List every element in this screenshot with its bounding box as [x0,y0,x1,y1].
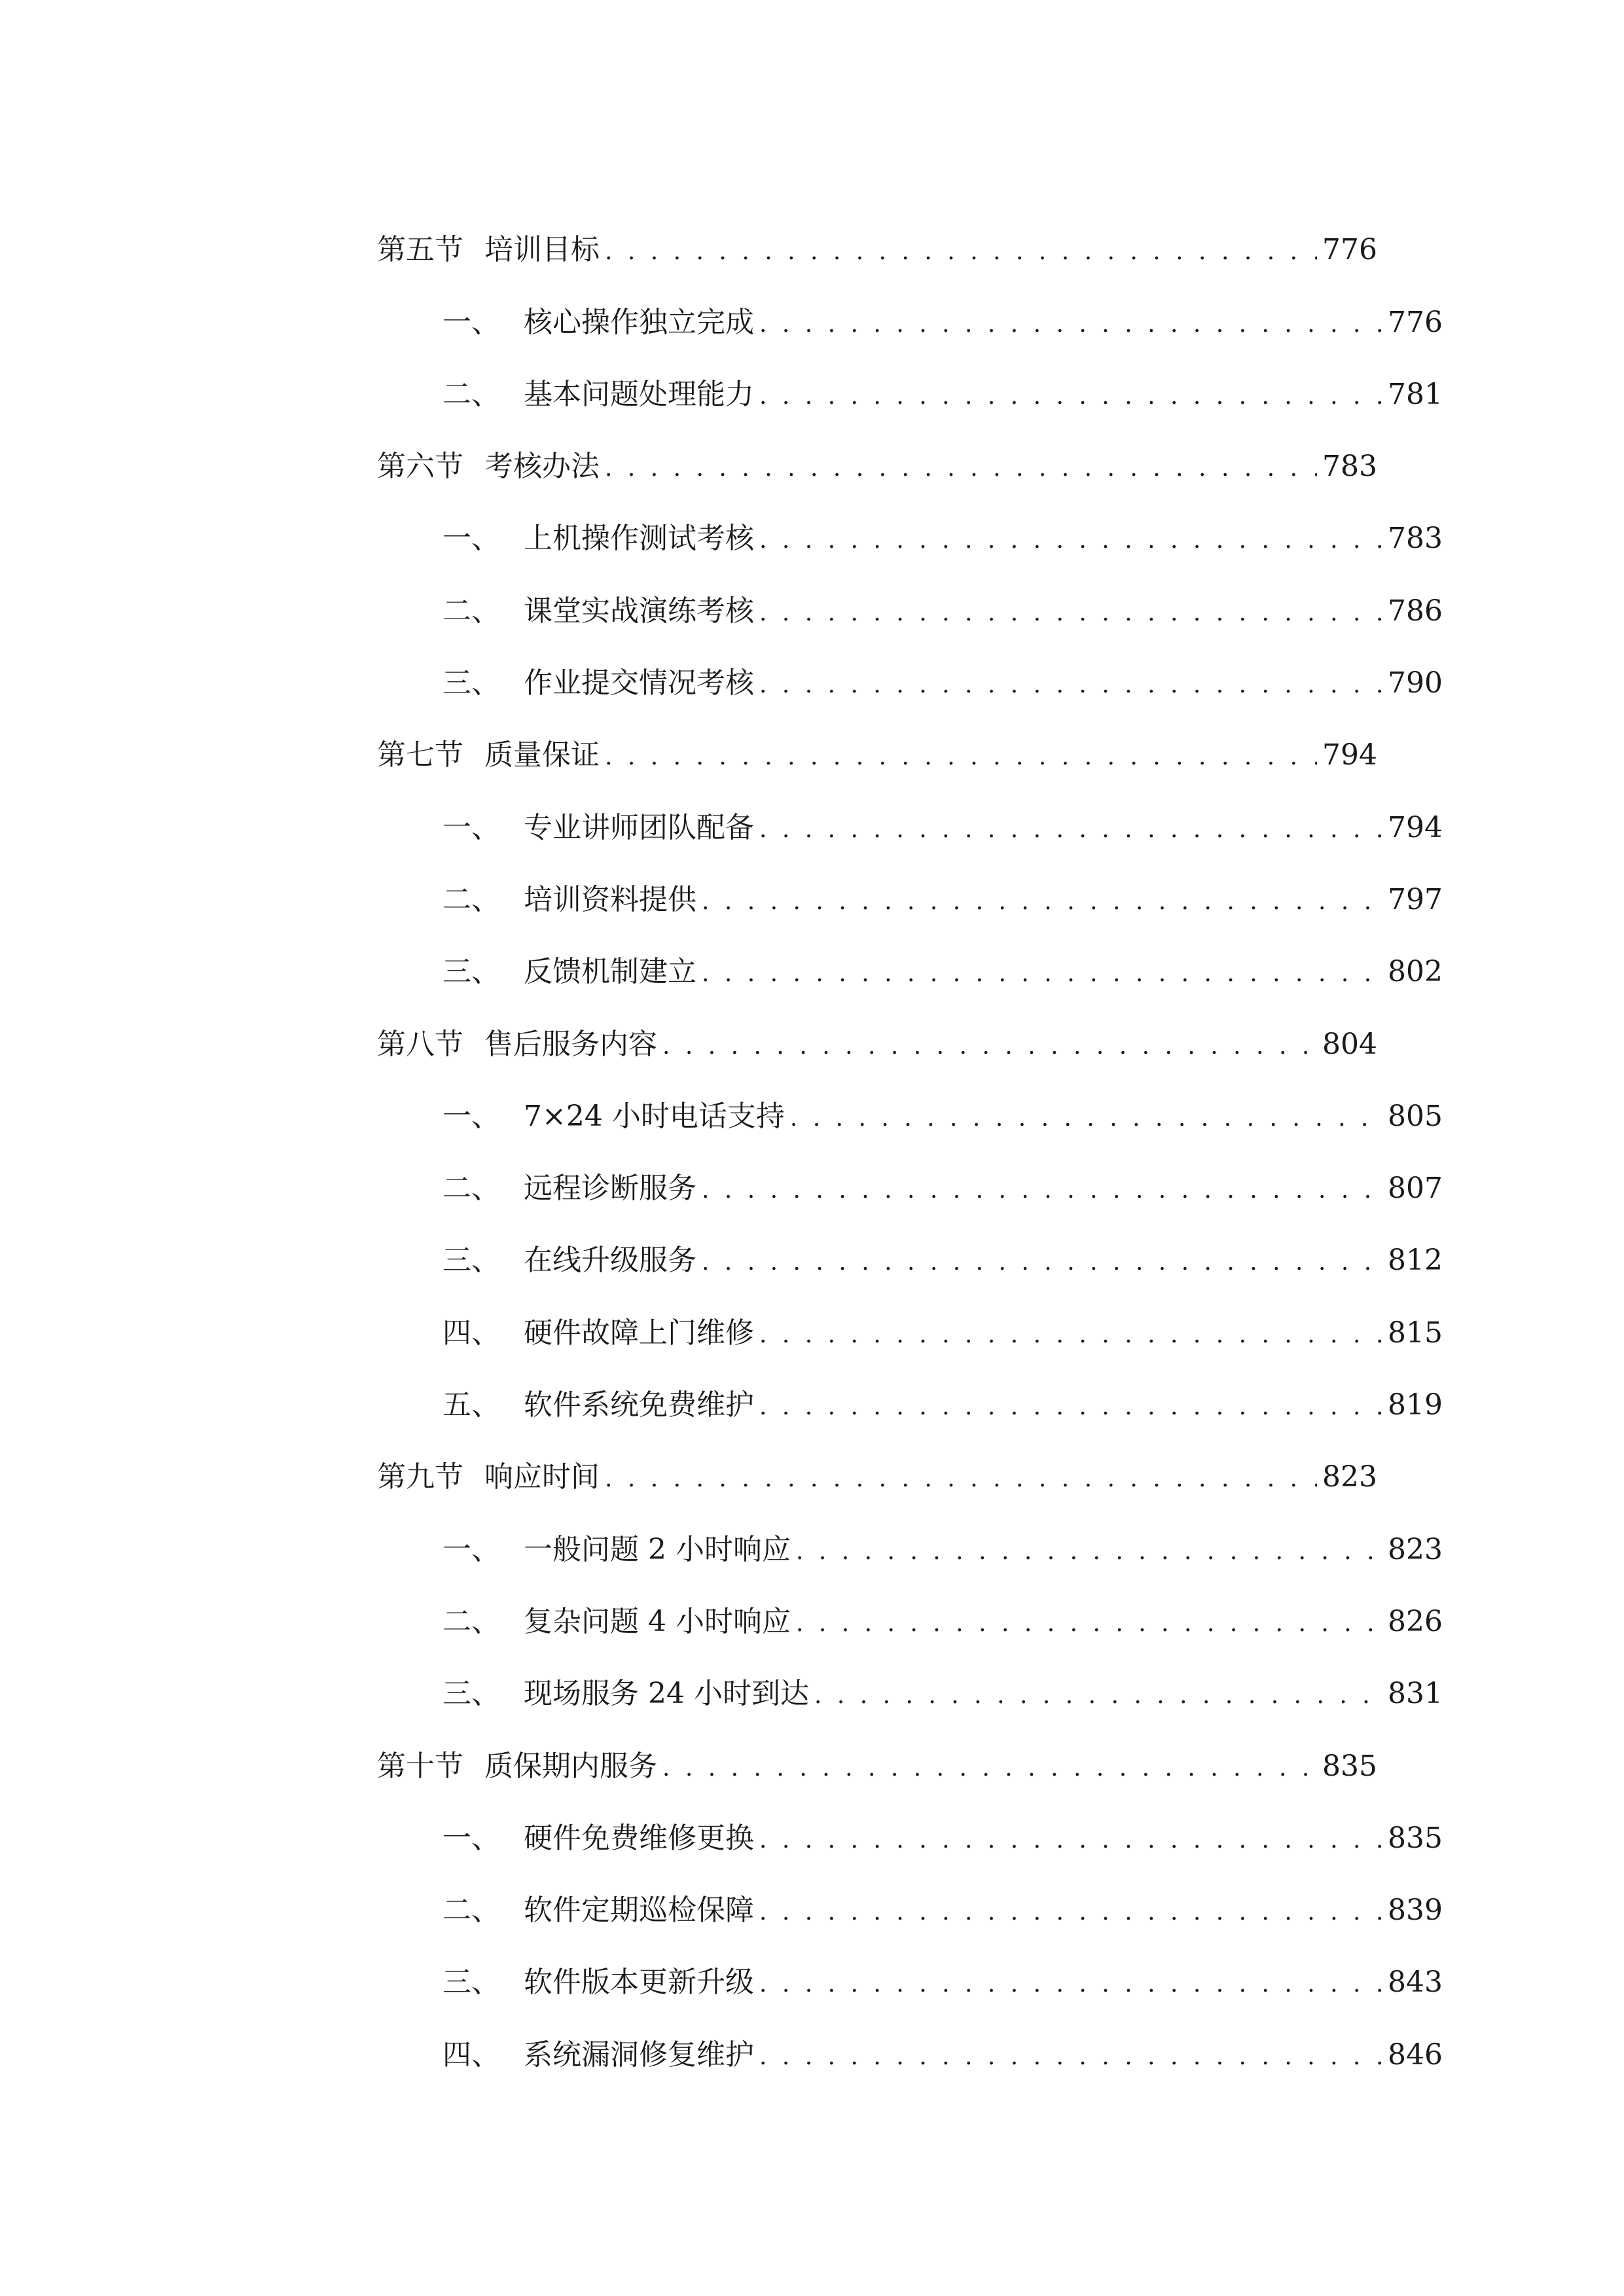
toc-leader-dots [605,745,1317,769]
toc-entry-page: 783 [1388,522,1443,556]
toc-entry-title: 系统漏洞修复维护 [524,2037,754,2072]
toc-leader-dots [702,962,1382,986]
toc-entry-number: 一、 [442,305,500,339]
toc-entry-number: 三、 [442,1965,500,2000]
toc-entry-page: 846 [1388,2037,1443,2072]
toc-entry-page: 812 [1388,1244,1443,1278]
toc-entry[interactable] [377,1430,1377,1502]
toc-entry-number: 三、 [442,1244,500,1278]
toc-entry[interactable] [377,997,1377,1069]
toc-entry-number: 三、 [442,666,500,700]
toc-entry-title: 反馈机制建立 [524,955,696,989]
toc-entry-title: 培训资料提供 [524,882,696,916]
toc-entry[interactable] [377,1069,1443,1141]
toc-entry[interactable] [377,1863,1443,1935]
toc-entry-number: 一、 [442,522,500,556]
toc-entry[interactable] [377,275,1443,347]
toc-entry-page: 794 [1322,738,1377,772]
toc-entry[interactable] [377,1935,1443,2007]
toc-entry-number: 三、 [442,1677,500,1711]
toc-entry-number: 第六节 [377,450,463,484]
toc-entry-page: 819 [1388,1388,1443,1422]
toc-entry-page: 835 [1388,1821,1443,1855]
toc-leader-dots [759,601,1382,625]
toc-entry[interactable] [377,1502,1443,1574]
toc-entry-title: 在线升级服务 [524,1244,696,1278]
toc-leader-dots [796,1612,1382,1636]
toc-entry-title: 软件系统免费维护 [524,1388,754,1422]
toc-entry-page: 790 [1388,666,1443,700]
toc-entry-title: 课堂实战演练考核 [524,594,754,628]
toc-entry-page: 823 [1388,1532,1443,1566]
toc-entry-number: 三、 [442,955,500,989]
toc-entry-page: 786 [1388,594,1443,628]
toc-leader-dots [759,385,1382,408]
toc-leader-dots [759,1829,1382,1852]
toc-entry-title: 考核办法 [484,450,600,484]
toc-entry[interactable] [377,203,1377,275]
toc-entry-number: 一、 [442,1532,500,1566]
toc-entry-title: 上机操作测试考核 [524,522,754,556]
toc-entry-title: 响应时间 [484,1460,600,1494]
toc-leader-dots [759,313,1382,336]
toc-entry[interactable] [377,1647,1443,1719]
toc-entry[interactable] [377,925,1443,997]
toc-entry-number: 二、 [442,594,500,628]
toc-entry-number: 二、 [442,1893,500,1928]
toc-entry-title: 质量保证 [484,738,600,772]
toc-entry[interactable] [377,2007,1443,2079]
toc-entry-number: 第五节 [377,233,463,267]
toc-entry-page: 776 [1322,233,1377,267]
toc-entry-number: 四、 [442,2037,500,2072]
toc-leader-dots [759,673,1382,697]
toc-entry[interactable] [377,1213,1443,1285]
toc-entry[interactable] [377,348,1443,420]
toc-entry-title: 现场服务 24 小时到达 [524,1677,809,1711]
table-of-contents [377,203,1443,2080]
toc-leader-dots [814,1684,1382,1708]
toc-entry-page: 783 [1322,450,1377,484]
toc-entry[interactable] [377,1141,1443,1213]
toc-entry-number: 第八节 [377,1027,463,1061]
toc-entry[interactable] [377,564,1443,636]
toc-entry-page: 826 [1388,1604,1443,1638]
toc-entry-page: 805 [1388,1099,1443,1133]
toc-entry-title: 软件定期巡检保障 [524,1893,754,1928]
toc-entry-title: 远程诊断服务 [524,1172,696,1206]
toc-entry-number: 二、 [442,377,500,411]
toc-entry[interactable] [377,1791,1443,1863]
toc-leader-dots [662,1035,1317,1058]
toc-entry-number: 第十节 [377,1749,463,1783]
toc-entry-page: 843 [1388,1965,1443,2000]
toc-entry-title: 基本问题处理能力 [524,377,754,411]
toc-entry-title: 作业提交情况考核 [524,666,754,700]
toc-leader-dots [759,1395,1382,1419]
toc-leader-dots [702,1251,1382,1274]
toc-entry-number: 一、 [442,810,500,844]
toc-entry-title: 7×24 小时电话支持 [524,1099,785,1133]
toc-leader-dots [605,1467,1317,1491]
toc-leader-dots [662,1757,1317,1780]
toc-entry-page: 839 [1388,1893,1443,1928]
toc-entry-title: 培训目标 [484,233,600,267]
toc-entry-title: 核心操作独立完成 [524,305,754,339]
toc-entry[interactable] [377,1575,1443,1647]
toc-entry-number: 五、 [442,1388,500,1422]
toc-entry-page: 807 [1388,1172,1443,1206]
toc-entry-number: 第九节 [377,1460,463,1494]
toc-leader-dots [759,1901,1382,1924]
toc-entry-number: 二、 [442,1604,500,1638]
toc-entry-number: 二、 [442,1172,500,1206]
toc-entry-page: 776 [1388,305,1443,339]
toc-entry[interactable] [377,708,1377,780]
toc-entry-title: 软件版本更新升级 [524,1965,754,2000]
toc-leader-dots [759,1323,1382,1347]
toc-entry[interactable] [377,420,1377,492]
toc-entry-page: 794 [1388,810,1443,844]
toc-entry-title: 专业讲师团队配备 [524,810,754,844]
toc-entry-page: 835 [1322,1749,1377,1783]
toc-entry-page: 815 [1388,1316,1443,1350]
toc-entry[interactable] [377,1285,1443,1357]
toc-entry[interactable] [377,1719,1377,1791]
toc-entry-title: 售后服务内容 [484,1027,657,1061]
toc-leader-dots [605,240,1317,264]
toc-leader-dots [759,818,1382,842]
toc-entry-page: 823 [1322,1460,1377,1494]
toc-leader-dots [702,1179,1382,1202]
toc-entry-title: 硬件故障上门维修 [524,1316,754,1350]
toc-leader-dots [759,1973,1382,1996]
toc-entry[interactable] [377,853,1443,925]
toc-entry-title: 一般问题 2 小时响应 [524,1532,791,1566]
toc-leader-dots [702,890,1382,914]
toc-leader-dots [759,2045,1382,2069]
toc-entry-title: 质保期内服务 [484,1749,657,1783]
toc-entry-number: 一、 [442,1099,500,1133]
toc-entry-number: 四、 [442,1316,500,1350]
toc-entry-page: 831 [1388,1677,1443,1711]
toc-entry-page: 797 [1388,882,1443,916]
toc-entry-page: 781 [1388,377,1443,411]
toc-entry[interactable] [377,1358,1443,1430]
toc-leader-dots [605,457,1317,480]
toc-leader-dots [759,529,1382,552]
toc-entry-number: 第七节 [377,738,463,772]
toc-leader-dots [790,1107,1382,1130]
toc-entry-title: 复杂问题 4 小时响应 [524,1604,791,1638]
toc-entry-page: 804 [1322,1027,1377,1061]
toc-entry-number: 二、 [442,882,500,916]
toc-entry-page: 802 [1388,955,1443,989]
toc-leader-dots [796,1540,1382,1564]
toc-entry[interactable] [377,492,1443,564]
toc-entry-title: 硬件免费维修更换 [524,1821,754,1855]
toc-entry[interactable] [377,780,1443,852]
toc-entry[interactable] [377,636,1443,708]
toc-entry-number: 一、 [442,1821,500,1855]
